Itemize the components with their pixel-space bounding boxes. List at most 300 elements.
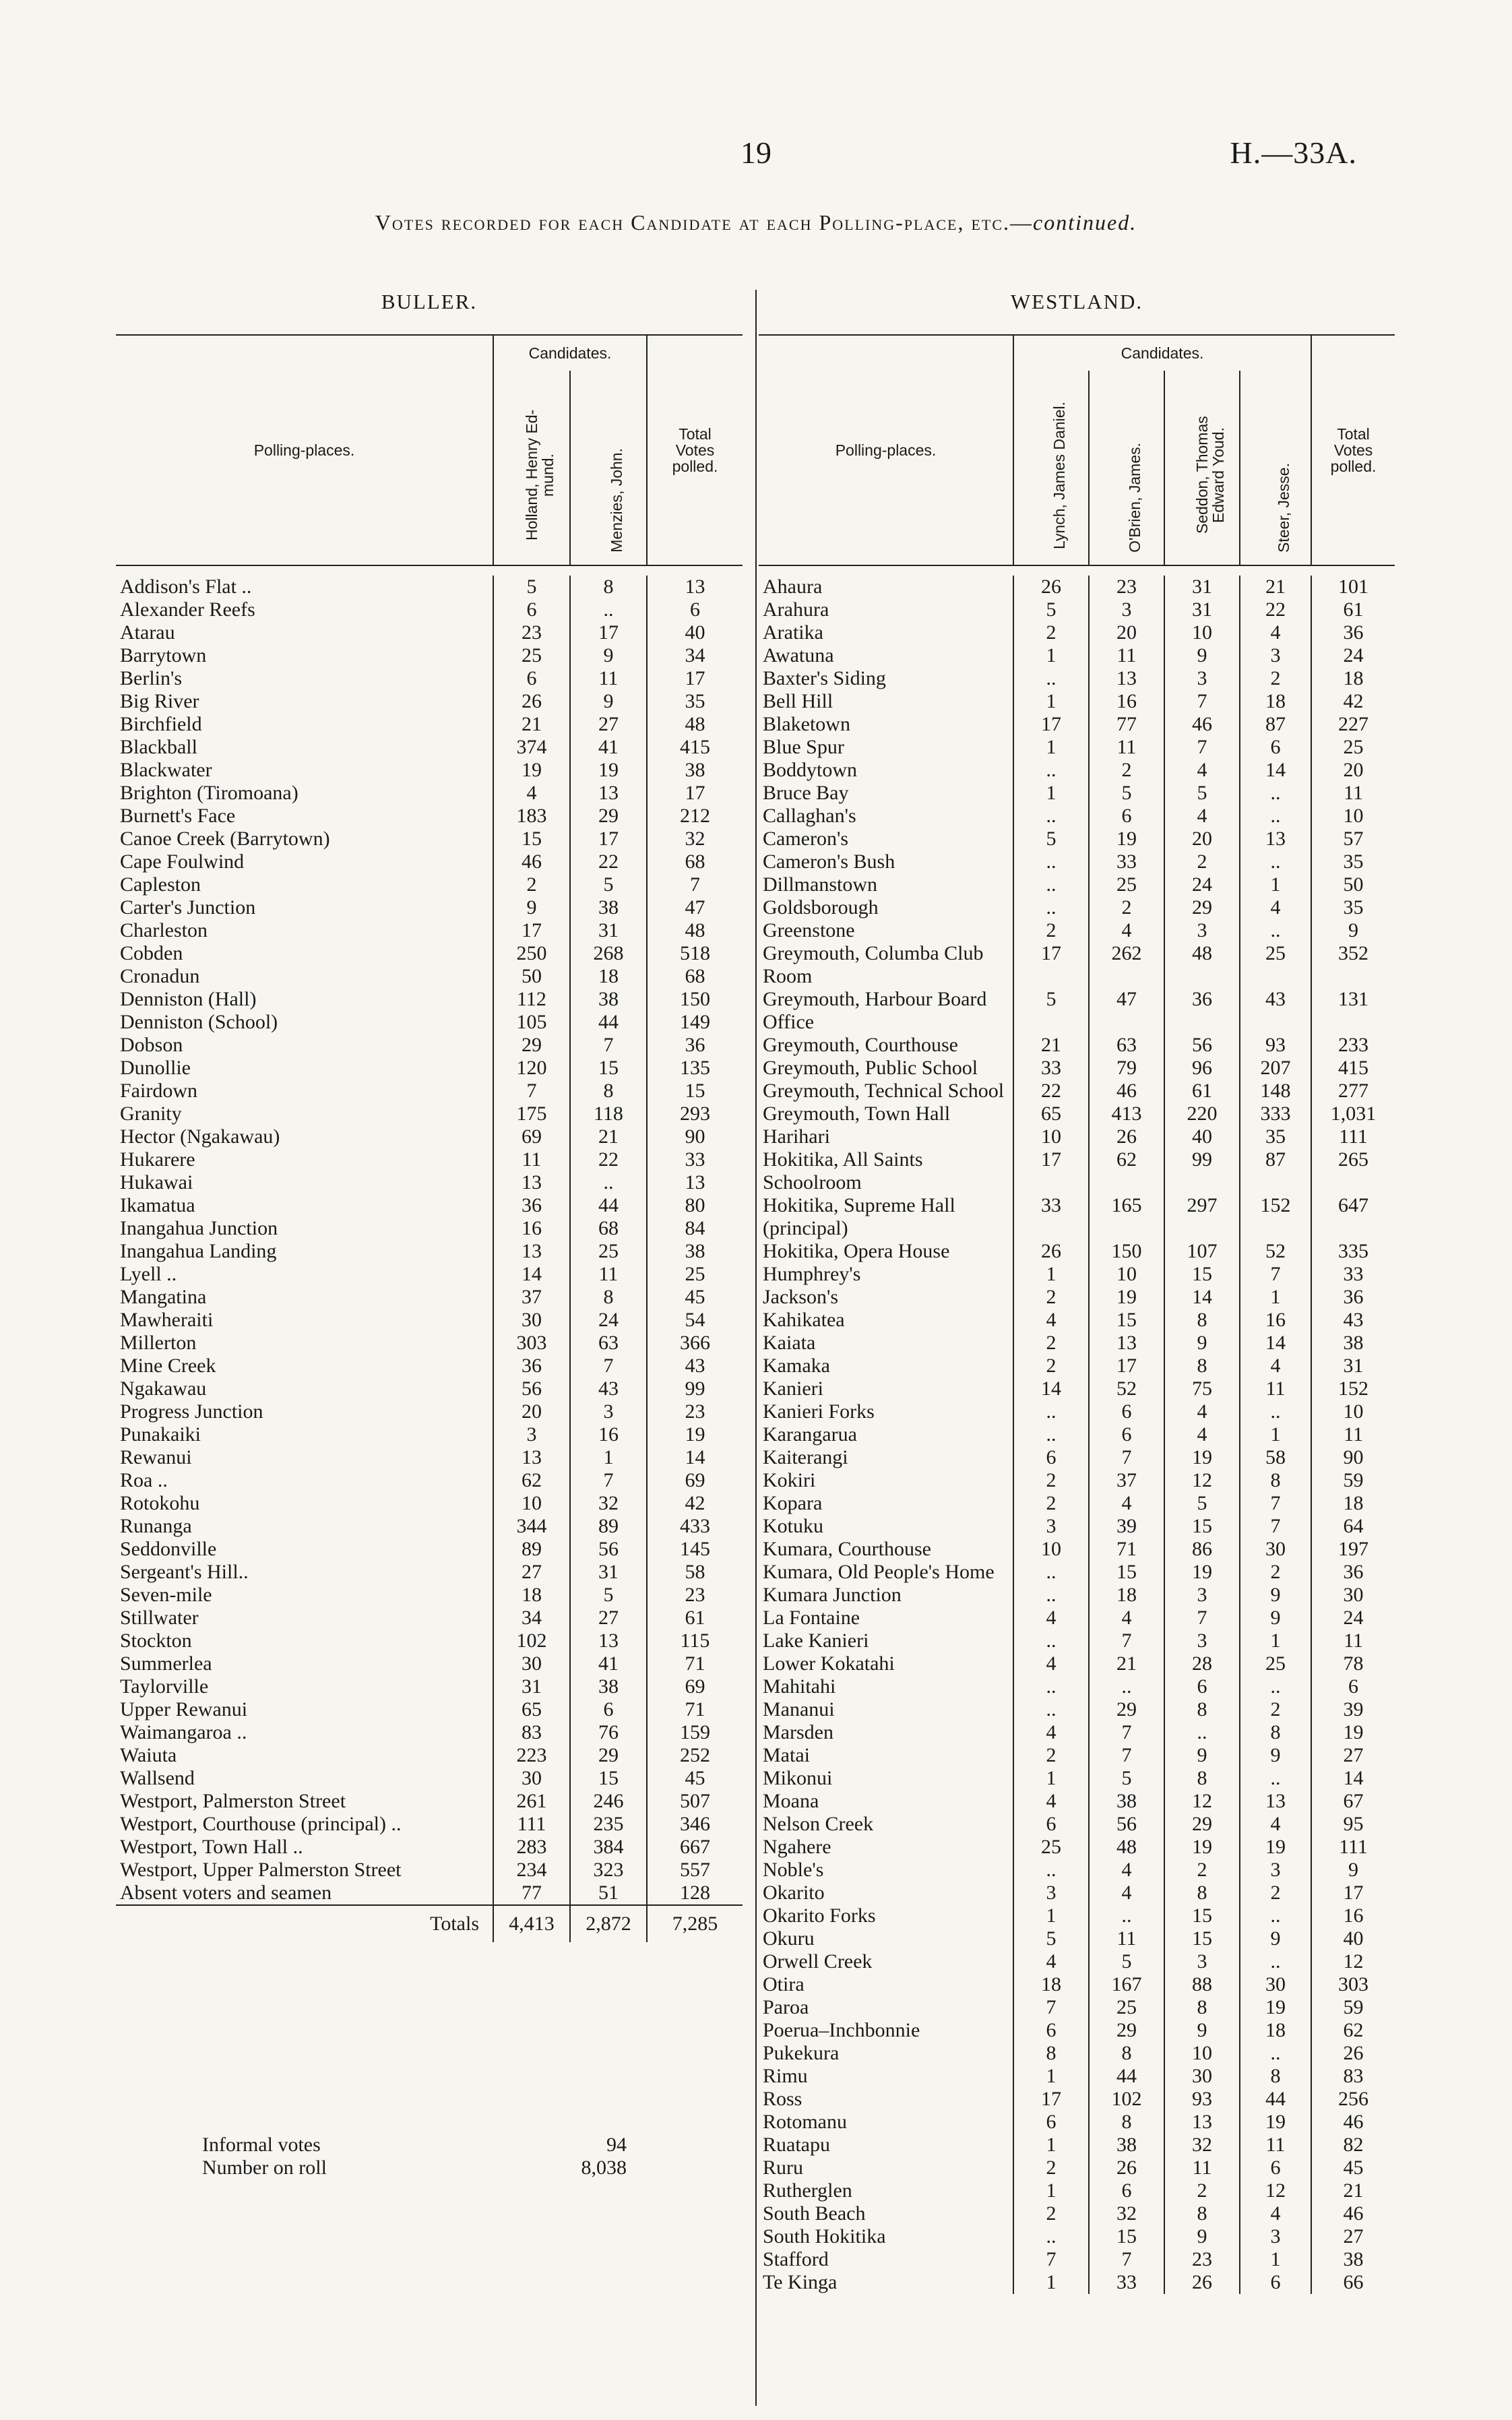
buller-row [116,621,743,644]
candidate-votes-cell: 24 [570,1309,647,1332]
buller-row [116,1584,743,1607]
candidate-votes-cell: 102 [1089,2088,1164,2111]
polling-place-name: Inangahua Junction [116,1217,493,1240]
candidate-votes-cell: 4 [1013,1721,1089,1744]
buller-candidate-name: Menzies, John. [607,448,625,553]
polling-place-name: Ngahere [759,1836,1013,1859]
polling-place-name: Absent voters and seamen [116,1882,493,1905]
candidate-votes-cell: 89 [493,1538,570,1561]
polling-place-name: Inangahua Landing [116,1240,493,1263]
total-votes-cell: 23 [685,1400,705,1423]
westland-row [759,1652,1395,1675]
candidate-votes-cell: 4 [1013,1309,1089,1332]
westland-candidate-name: Seddon, Thomas Edward Youd. [1193,416,1227,534]
candidate-votes-cell: 4 [1089,1859,1164,1882]
candidate-votes-cell: 7 [1089,1446,1164,1469]
polling-place-name: Cameron's [759,828,1013,850]
candidate-votes-cell: 4 [1240,896,1311,919]
buller-row [116,1446,743,1469]
polling-place-name: South Beach [759,2202,1013,2225]
westland-row [759,2179,1395,2202]
buller-row [116,1652,743,1675]
candidate-votes-cell: 1 [1013,1767,1089,1790]
polling-place-name: Seven-mile [116,1584,493,1607]
total-votes-cell: 293 [680,1103,710,1125]
candidate-votes-cell: 1 [1013,2271,1089,2294]
total-votes-cell: 10 [1343,805,1364,827]
westland-row [759,1721,1395,1744]
total-votes-cell: 101 [1338,576,1368,598]
westland-row [759,667,1395,690]
candidate-votes-cell: 10 [1089,1263,1164,1286]
polling-place-name: Hector (Ngakawau) [116,1125,493,1148]
candidate-votes-cell: 18 [1013,1973,1089,1996]
polling-place-name: Burnett's Face [116,805,493,828]
buller-row [116,1309,743,1332]
candidate-votes-cell: 4 [1013,1652,1089,1675]
candidate-votes-cell: 13 [493,1171,570,1194]
candidate-votes-cell: 32 [1089,2202,1164,2225]
candidate-votes-cell: 107 [1164,1240,1240,1263]
total-votes-cell: 111 [1339,1125,1368,1148]
candidate-votes-cell: 1 [1013,690,1089,713]
total-votes-cell: 11 [1344,782,1363,804]
candidate-votes-cell: 71 [1089,1538,1164,1561]
candidate-votes-cell: 13 [1240,828,1311,850]
candidate-votes-cell: 120 [493,1057,570,1080]
candidate-votes-cell: 27 [493,1561,570,1584]
westland-row [759,1882,1395,1904]
candidate-votes-cell: 246 [570,1790,647,1813]
candidate-votes-cell: 8 [1164,1698,1240,1721]
candidate-votes-cell: 17 [1013,1148,1089,1194]
westland-table [759,270,1395,2294]
total-votes-cell: 38 [685,759,705,781]
polling-place-name: Brighton (Tiromoana) [116,782,493,805]
total-votes-cell: 68 [685,965,705,987]
polling-place-name: Arahura [759,598,1013,621]
total-votes-cell: 43 [685,1355,705,1377]
westland-total-votes-label: Total Votes polled. [1330,425,1377,476]
buller-row [116,1423,743,1446]
candidate-votes-cell: 3 [1240,2225,1311,2248]
candidate-votes-cell: 8 [570,576,647,598]
total-votes-cell: 32 [685,828,705,850]
total-votes-cell: 64 [1343,1515,1364,1537]
candidate-votes-cell: 33 [1089,2271,1164,2294]
buller-row [116,873,743,896]
buller-table [116,270,743,1942]
candidate-votes-cell: 5 [1089,782,1164,805]
westland-candidate-header [1240,371,1311,565]
candidate-votes-cell: 13 [1089,667,1164,690]
candidate-votes-cell: 105 [493,1011,570,1034]
candidate-votes-cell: 16 [570,1423,647,1446]
polling-place-name: Kopara [759,1492,1013,1515]
candidate-votes-cell: 3 [1164,1950,1240,1973]
candidate-votes-cell: 2 [1164,2179,1240,2202]
total-votes-cell: 256 [1338,2088,1368,2110]
candidate-votes-cell: 12 [1164,1469,1240,1492]
candidate-votes-cell: 150 [1089,1240,1164,1263]
candidate-votes-cell: 5 [1164,1492,1240,1515]
total-votes-cell: 415 [680,736,710,758]
candidate-votes-cell: 56 [493,1377,570,1400]
candidate-votes-cell: 1 [1240,1630,1311,1652]
candidate-votes-cell: 51 [570,1882,647,1905]
candidate-votes-cell: .. [1164,1721,1240,1744]
buller-row [116,1813,743,1836]
candidate-votes-cell: 9 [1164,1744,1240,1767]
polling-place-name: Noble's [759,1859,1013,1882]
candidate-votes-cell: 5 [1089,1767,1164,1790]
candidate-votes-cell: 14 [1240,759,1311,782]
polling-place-name: Fairdown [116,1080,493,1103]
totals-value: 7,285 [647,1905,743,1942]
polling-place-name: Alexander Reefs [116,598,493,621]
candidate-votes-cell: 43 [570,1377,647,1400]
buller-row [116,1240,743,1263]
total-votes-cell: 212 [680,805,710,827]
buller-row [116,1698,743,1721]
polling-place-name: Big River [116,690,493,713]
westland-row [759,988,1395,1034]
candidate-votes-cell: 1 [1013,1904,1089,1927]
candidate-votes-cell: 6 [570,1698,647,1721]
candidate-votes-cell: 79 [1089,1057,1164,1080]
total-votes-cell: 27 [1343,2225,1364,2247]
candidate-votes-cell: 18 [1240,690,1311,713]
candidate-votes-cell: 69 [493,1125,570,1148]
polling-place-name: Greymouth, Public School [759,1057,1013,1080]
candidate-votes-cell: 65 [493,1698,570,1721]
candidate-votes-cell: 6 [1089,2179,1164,2202]
polling-place-name: Waiuta [116,1744,493,1767]
candidate-votes-cell: 4 [1089,1607,1164,1630]
westland-row [759,942,1395,988]
polling-place-name: Atarau [116,621,493,644]
westland-candidate-name: Steer, Jesse. [1274,463,1292,553]
candidate-votes-cell: 183 [493,805,570,828]
candidate-votes-cell: 18 [570,965,647,988]
westland-row [759,736,1395,759]
polling-place-name: Greymouth, Courthouse [759,1034,1013,1057]
total-votes-cell: 145 [680,1538,710,1560]
candidate-votes-cell: 29 [1164,896,1240,919]
candidate-votes-cell: 15 [1164,1904,1240,1927]
polling-place-name: Pukekura [759,2042,1013,2065]
candidate-votes-cell: 30 [493,1767,570,1790]
total-votes-cell: 135 [680,1057,710,1079]
total-votes-cell: 68 [685,850,705,873]
candidate-votes-cell: 43 [1240,988,1311,1034]
buller-row [116,576,743,598]
candidate-votes-cell: 111 [493,1813,570,1836]
candidate-votes-cell: 61 [1164,1080,1240,1103]
candidate-votes-cell: 8 [570,1080,647,1103]
candidate-votes-cell: 297 [1164,1194,1240,1240]
candidate-votes-cell: .. [1089,1904,1164,1927]
polling-place-name: Kotuku [759,1515,1013,1538]
westland-row [759,2225,1395,2248]
buller-row [116,1263,743,1286]
candidate-votes-cell: 165 [1089,1194,1164,1240]
westland-row [759,1034,1395,1057]
candidate-votes-cell: 21 [570,1125,647,1148]
candidate-votes-cell: 7 [1240,1263,1311,1286]
total-votes-cell: 11 [1344,1630,1363,1652]
candidate-votes-cell: 19 [570,759,647,782]
total-votes-cell: 10 [1343,1400,1364,1423]
buller-row [116,1332,743,1355]
total-votes-cell: 46 [1343,2202,1364,2225]
candidate-votes-cell: 2 [1089,759,1164,782]
total-votes-cell: 433 [680,1515,710,1537]
westland-candidate-header [1164,371,1240,565]
candidate-votes-cell: 15 [1164,1263,1240,1286]
candidate-votes-cell: 2 [1164,1859,1240,1882]
westland-row [759,1125,1395,1148]
westland-row [759,621,1395,644]
westland-total-votes-header [1311,335,1395,565]
candidate-votes-cell: 9 [493,896,570,919]
total-votes-cell: 277 [1338,1080,1368,1102]
polling-place-name: Baxter's Siding [759,667,1013,690]
candidate-votes-cell: 77 [493,1882,570,1905]
polling-place-name: Awatuna [759,644,1013,667]
polling-place-name: Stafford [759,2248,1013,2271]
total-votes-cell: 38 [1343,2248,1364,2270]
total-votes-cell: 42 [685,1492,705,1514]
buller-row [116,1400,743,1423]
candidate-votes-cell: 4 [1240,1355,1311,1377]
polling-place-name: Hokitika, Opera House [759,1240,1013,1263]
westland-row [759,1194,1395,1240]
polling-place-name: Mine Creek [116,1355,493,1377]
total-votes-cell: 35 [1343,896,1364,919]
total-votes-cell: 78 [1343,1652,1364,1675]
candidate-votes-cell: 99 [1164,1148,1240,1194]
candidate-votes-cell: 8 [1240,1721,1311,1744]
candidate-votes-cell: 6 [1013,2019,1089,2042]
buller-summary [202,2134,627,2179]
candidate-votes-cell: 48 [1164,942,1240,988]
candidate-votes-cell: 4 [1089,1882,1164,1904]
candidate-votes-cell: 31 [1164,576,1240,598]
total-votes-cell: 16 [1343,1904,1364,1927]
total-votes-cell: 507 [680,1790,710,1812]
candidate-votes-cell: 13 [493,1446,570,1469]
polling-place-name: Mahitahi [759,1675,1013,1698]
candidate-votes-cell: 13 [1089,1332,1164,1355]
total-votes-cell: 69 [685,1675,705,1698]
candidate-votes-cell: 6 [1013,2111,1089,2134]
total-votes-cell: 61 [685,1607,705,1629]
buller-row [116,1469,743,1492]
total-votes-cell: 9 [1348,1859,1358,1881]
polling-place-name: Rewanui [116,1446,493,1469]
candidate-votes-cell: 41 [570,736,647,759]
polling-place-name: Hokitika, All Saints Schoolroom [759,1148,1013,1194]
total-votes-cell: 35 [1343,850,1364,873]
total-votes-cell: 34 [685,644,705,666]
total-votes-cell: 36 [1343,1286,1364,1308]
candidate-votes-cell: 8 [570,1286,647,1309]
candidate-votes-cell: 2 [1013,1744,1089,1767]
total-votes-cell: 19 [1343,1721,1364,1743]
polling-place-name: Aratika [759,621,1013,644]
total-votes-cell: 233 [1338,1034,1368,1056]
candidate-votes-cell: 7 [1089,1630,1164,1652]
total-votes-cell: 13 [685,1171,705,1193]
candidate-votes-cell: 6 [1164,1675,1240,1698]
polling-place-name: Summerlea [116,1652,493,1675]
buller-row [116,965,743,988]
buller-district-heading: BULLER. [381,290,478,313]
candidate-votes-cell: 62 [1089,1148,1164,1194]
candidate-votes-cell: 44 [570,1194,647,1217]
buller-row [116,850,743,873]
westland-row [759,896,1395,919]
polling-place-name: Harihari [759,1125,1013,1148]
candidate-votes-cell: 37 [493,1286,570,1309]
candidate-votes-cell: 30 [1240,1538,1311,1561]
candidate-votes-cell: 58 [1240,1446,1311,1469]
candidate-votes-cell: 29 [1089,2019,1164,2042]
candidate-votes-cell: 31 [570,1561,647,1584]
candidate-votes-cell: 30 [1240,1973,1311,1996]
candidate-votes-cell: 21 [1013,1034,1089,1057]
polling-place-name: Bell Hill [759,690,1013,713]
candidate-votes-cell: 83 [493,1721,570,1744]
candidate-votes-cell: 25 [1240,1652,1311,1675]
total-votes-cell: 518 [680,942,710,964]
candidate-votes-cell: 29 [493,1034,570,1057]
candidate-votes-cell: 7 [1089,2248,1164,2271]
polling-place-name: Humphrey's [759,1263,1013,1286]
buller-row [116,667,743,690]
polling-place-name: Progress Junction [116,1400,493,1423]
candidate-votes-cell: 62 [493,1469,570,1492]
polling-place-name: Hukawai [116,1171,493,1194]
polling-place-name: Sergeant's Hill.. [116,1561,493,1584]
candidate-votes-cell: .. [1240,1400,1311,1423]
total-votes-cell: 69 [685,1469,705,1491]
candidate-votes-cell: 7 [570,1355,647,1377]
polling-place-name: Kanieri Forks [759,1400,1013,1423]
document-reference: H.—33A. [1230,135,1357,170]
polling-place-name: Birchfield [116,713,493,736]
candidate-votes-cell: 4 [1013,1607,1089,1630]
westland-row [759,1263,1395,1286]
polling-place-name: Marsden [759,1721,1013,1744]
candidate-votes-cell: 7 [1240,1515,1311,1538]
candidate-votes-cell: 25 [1240,942,1311,988]
westland-row [759,690,1395,713]
polling-place-name: Carter's Junction [116,896,493,919]
candidate-votes-cell: 14 [493,1263,570,1286]
westland-row [759,1813,1395,1836]
candidate-votes-cell: 384 [570,1836,647,1859]
candidate-votes-cell: .. [1013,1584,1089,1607]
candidate-votes-cell: 25 [1013,1836,1089,1859]
total-votes-cell: 1,031 [1330,1103,1377,1125]
candidate-votes-cell: 19 [1164,1836,1240,1859]
westland-row [759,1973,1395,1996]
candidate-votes-cell: 10 [493,1492,570,1515]
candidate-votes-cell: .. [1240,1767,1311,1790]
candidate-votes-cell: 6 [1013,1813,1089,1836]
buller-candidates-header: Candidates. [493,335,647,371]
polling-place-name: Wallsend [116,1767,493,1790]
candidate-votes-cell: 2 [1013,919,1089,942]
total-votes-cell: 36 [685,1034,705,1056]
candidate-votes-cell: 1 [1013,644,1089,667]
candidate-votes-cell: 2 [1240,1882,1311,1904]
total-votes-cell: 36 [1343,621,1364,644]
polling-place-name: Cape Foulwind [116,850,493,873]
candidate-votes-cell: 6 [1240,2271,1311,2294]
candidate-votes-cell: 10 [1164,621,1240,644]
candidate-votes-cell: 19 [1089,1286,1164,1309]
candidate-votes-cell: 22 [1240,598,1311,621]
total-votes-cell: 18 [1343,1492,1364,1514]
buller-totals-row [116,1905,743,1942]
polling-place-name: Barrytown [116,644,493,667]
candidate-votes-cell: 20 [493,1400,570,1423]
candidate-votes-cell: 8 [1164,2202,1240,2225]
buller-row [116,690,743,713]
polling-place-name: Seddonville [116,1538,493,1561]
number-on-roll-row [202,2157,627,2179]
candidate-votes-cell: 10 [1013,1538,1089,1561]
polling-place-name: Westport, Courthouse (principal) .. [116,1813,493,1836]
polling-place-name: Callaghan's [759,805,1013,828]
candidate-votes-cell: 2 [1013,1469,1089,1492]
candidate-votes-cell: 93 [1164,2088,1240,2111]
westland-row [759,713,1395,736]
candidate-votes-cell: 13 [1164,2111,1240,2134]
candidate-votes-cell: 9 [1164,644,1240,667]
candidate-votes-cell: 9 [1164,2225,1240,2248]
number-on-roll-value: 8,038 [581,2157,627,2179]
polling-place-name: Kokiri [759,1469,1013,1492]
buller-row [116,1607,743,1630]
candidate-votes-cell: 8 [1013,2042,1089,2065]
buller-row [116,1217,743,1240]
polling-place-name: Denniston (Hall) [116,988,493,1011]
polling-place-name: Kaiata [759,1332,1013,1355]
westland-row [759,1103,1395,1125]
candidate-votes-cell: 31 [1164,598,1240,621]
westland-row [759,1080,1395,1103]
informal-votes-label: Informal votes [202,2134,321,2156]
westland-candidate-header [1013,371,1089,565]
candidate-votes-cell: 333 [1240,1103,1311,1125]
total-votes-cell: 67 [1343,1790,1364,1812]
westland-row [759,1675,1395,1698]
total-votes-cell: 152 [1338,1377,1368,1400]
polling-place-name: Otira [759,1973,1013,1996]
total-votes-cell: 9 [1348,919,1358,941]
page-number: 19 [741,135,771,170]
westland-row [759,1538,1395,1561]
buller-row [116,1057,743,1080]
total-votes-cell: 38 [1343,1332,1364,1354]
candidate-votes-cell: 207 [1240,1057,1311,1080]
total-votes-cell: 82 [1343,2134,1364,2156]
candidate-votes-cell: 17 [1089,1355,1164,1377]
